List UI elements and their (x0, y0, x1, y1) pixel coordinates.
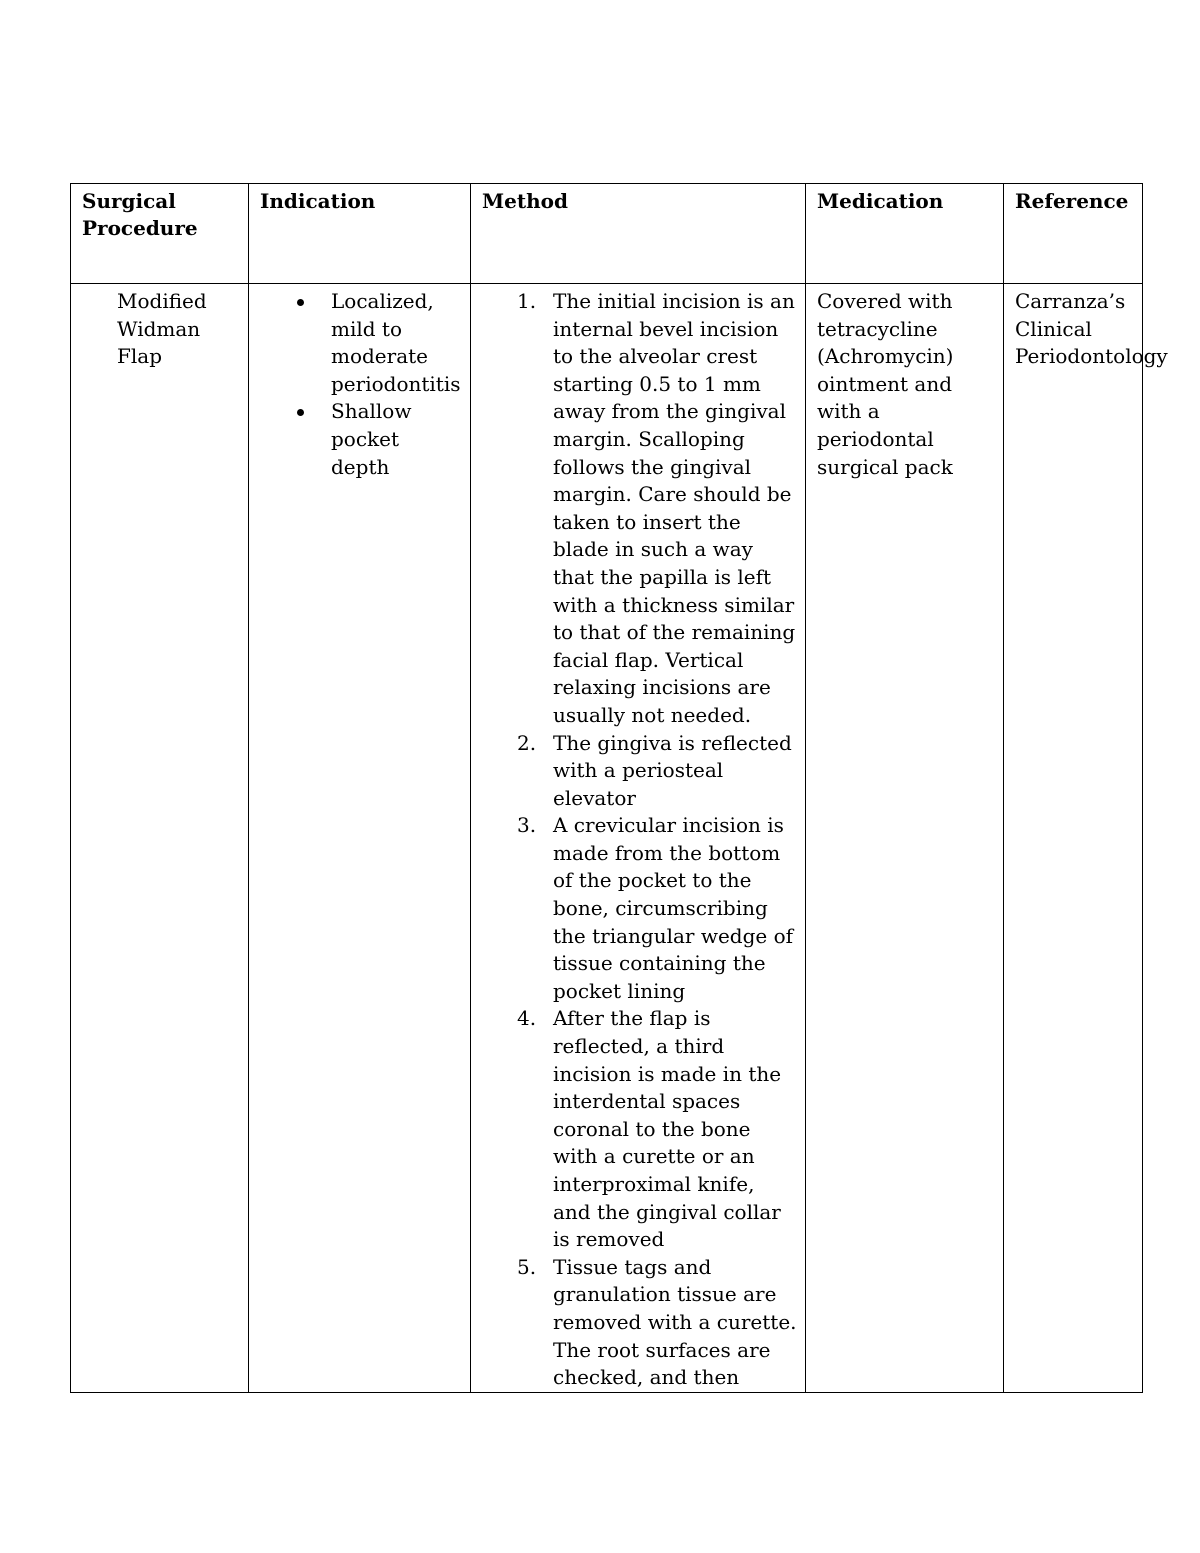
method-step (471, 1005, 797, 1253)
method-step (471, 730, 797, 813)
cell-indication (249, 284, 471, 1393)
method-step (471, 288, 797, 730)
step-number: 1. (517, 289, 537, 313)
method-step (471, 812, 797, 1005)
procedure-name: Modified Widman Flap (117, 289, 207, 369)
header-medication: Medication (806, 184, 1004, 284)
procedure-table (70, 183, 1168, 1393)
step-text: After the flap is reflected, a third incision is made in the interdental spaces coronal to the bone with a curette or an interproximal knife, and the gingival collar is removed (553, 1006, 782, 1252)
table-header-row (71, 184, 1143, 284)
header-reference: Reference (1004, 184, 1143, 284)
step-number: 5. (517, 1254, 537, 1279)
step-number: 4. (517, 1006, 537, 1031)
medication-text: Covered with tetracycline (Achromycin) ointment and with a periodontal surgical pack (817, 289, 954, 479)
cell-procedure (71, 284, 249, 1393)
table-row (71, 284, 1143, 1393)
header-indication: Indication (249, 184, 471, 284)
indication-item: Localized, mild to moderate periodontitis (249, 288, 462, 398)
step-text: Tissue tags and granulation tissue are removed with a curette. The root surfaces are checked, and then (553, 1254, 797, 1390)
cell-method (471, 284, 806, 1393)
step-text: A crevicular incision is made from the bottom of the pocket to the bone, circumscribing the triangular wedge of tissue containing the pocket lining (553, 813, 794, 1003)
method-step (471, 1254, 797, 1392)
step-number: 2. (517, 730, 537, 755)
bullet-icon (297, 409, 304, 416)
step-text: The gingiva is reflected with a periosteal elevator (553, 730, 792, 810)
step-number: 3. (517, 813, 537, 838)
method-steps-list (471, 284, 805, 1392)
header-method: Method (471, 184, 806, 284)
indication-list (249, 284, 470, 481)
reference-text: Carranza’s Clinical Periodontology (1015, 289, 1168, 369)
bullet-icon (297, 299, 304, 306)
indication-item: Shallow pocket depth (249, 398, 462, 481)
step-text: The initial incision is an internal bevel incision to the alveolar crest starting 0.5 to 1 mm away from the gingival margin. Scalloping follows the gingival margin. Care should be taken to insert the blade in such a way that the papilla is left with a thickness similar to that of the remaining facial flap. Vertical relaxing incisions are usually not needed. (553, 289, 796, 727)
cell-reference (1004, 284, 1168, 1393)
header-surgical-procedure: Surgical Procedure (71, 184, 249, 284)
cell-medication (806, 284, 1004, 1393)
